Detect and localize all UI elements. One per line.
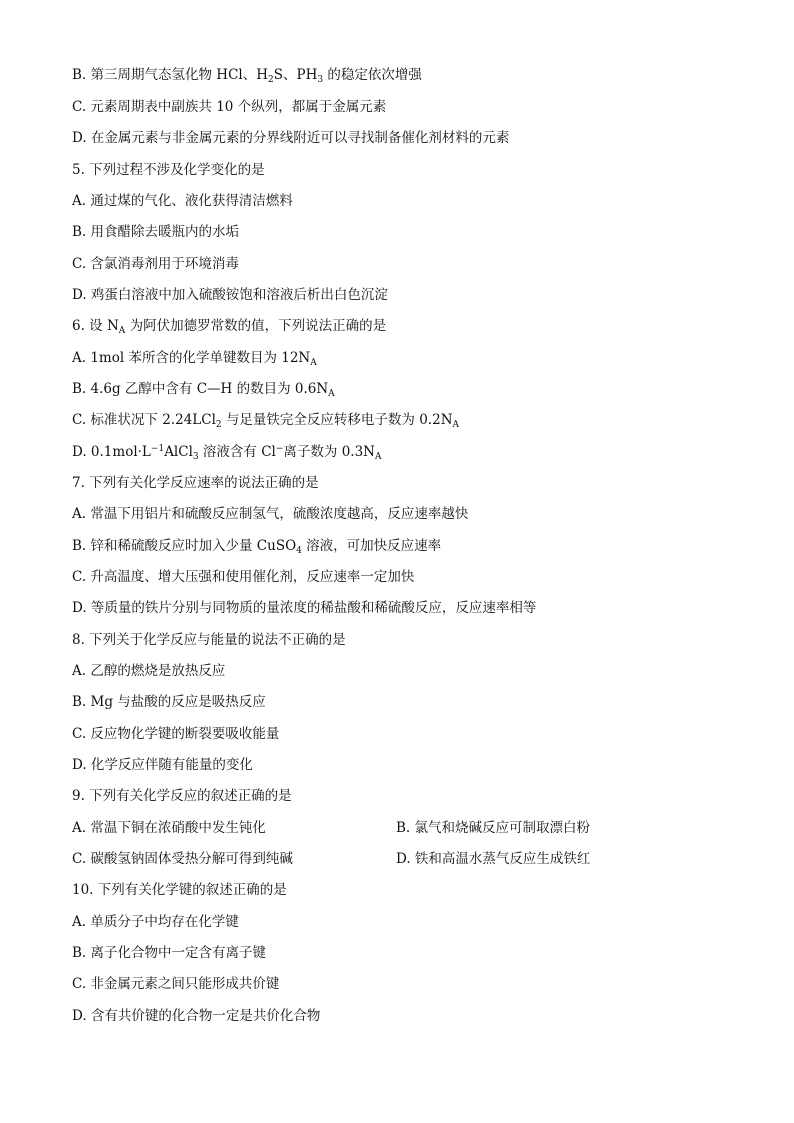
text-span: 与足量铁完全反应转移电子数为 0.2N — [221, 412, 453, 428]
subscript: 2 — [215, 420, 222, 430]
text-line — [72, 380, 335, 398]
text-span: 溶液，可加快反应速率 — [301, 538, 442, 554]
text-line — [72, 505, 468, 523]
text-span: 6. 设 N — [72, 318, 119, 334]
text-line — [72, 850, 293, 868]
subscript: 4 — [296, 546, 302, 556]
subscript: A — [452, 420, 460, 430]
text-line — [72, 975, 279, 993]
text-span: 的稳定依次增强 — [323, 67, 422, 83]
text-line — [72, 411, 459, 429]
text-line — [72, 913, 239, 931]
text-span: 5. 下列过程不涉及化学变化的是 — [72, 162, 265, 178]
text-span: AlCl — [164, 444, 193, 460]
subscript: 3 — [317, 75, 324, 85]
subscript: 2 — [268, 75, 274, 85]
text-line — [72, 662, 225, 680]
text-line — [72, 192, 293, 210]
text-line — [72, 98, 386, 116]
text-span: C. 碳酸氢钠固体受热分解可得到纯碱 — [72, 851, 293, 867]
text-line — [72, 819, 266, 837]
text-span: D. 0.1mol·L — [72, 444, 151, 460]
text-span: A. 乙醇的燃烧是放热反应 — [72, 663, 226, 679]
text-line — [72, 66, 422, 84]
text-line — [72, 756, 253, 774]
text-span: C. 含氯消毒剂用于环境消毒 — [72, 256, 239, 272]
text-span: B. 用食醋除去暖瓶内的水垢 — [72, 224, 240, 240]
text-line — [72, 1007, 320, 1025]
text-line — [72, 161, 265, 179]
text-line — [396, 819, 590, 837]
text-span: A. 1mol 苯所含的化学单键数目为 12N — [72, 350, 311, 366]
text-line — [396, 850, 590, 868]
text-span: D. 化学反应伴随有能量的变化 — [72, 757, 253, 773]
subscript: A — [375, 452, 382, 462]
text-line — [72, 537, 441, 555]
text-span: C. 元素周期表中副族共 10 个纵列，都属于金属元素 — [72, 99, 387, 115]
text-line — [72, 725, 279, 743]
text-line — [72, 255, 239, 273]
text-span: 离子数为 0.3N — [283, 444, 375, 460]
text-span: D. 在金属元素与非金属元素的分界线附近可以寻找制备催化剂材料的元素 — [72, 130, 510, 146]
text-line — [72, 599, 536, 617]
text-line — [72, 223, 239, 241]
text-line — [72, 286, 388, 304]
subscript: A — [328, 389, 335, 399]
text-span: C. 反应物化学键的断裂要吸收能量 — [72, 726, 280, 742]
text-span: C. 升高温度、增大压强和使用催化剂，反应速率一定加快 — [72, 569, 415, 585]
text-span: B. 氯气和烧碱反应可制取漂白粉 — [396, 820, 591, 836]
text-line — [72, 474, 319, 492]
text-span: 8. 下列关于化学反应与能量的说法不正确的是 — [72, 632, 346, 648]
text-span: C. 标准状况下 2.24LCl — [72, 412, 216, 428]
text-line — [72, 631, 346, 649]
text-span: A. 常温下用铝片和硫酸反应制氢气，硫酸浓度越高，反应速率越快 — [72, 506, 469, 522]
text-line — [72, 944, 266, 962]
text-line — [72, 349, 317, 367]
text-span: 9. 下列有关化学反应的叙述正确的是 — [72, 788, 292, 804]
text-span: A. 常温下铜在浓硝酸中发生钝化 — [72, 820, 266, 836]
text-span: B. 4.6g 乙醇中含有 C—H 的数目为 0.6N — [72, 381, 329, 397]
text-line — [72, 443, 382, 461]
text-span: D. 等质量的铁片分别与同物质的量浓度的稀盐酸和稀硫酸反应，反应速率相等 — [72, 600, 537, 616]
text-span: C. 非金属元素之间只能形成共价键 — [72, 976, 280, 992]
text-line — [72, 787, 292, 805]
superscript: − — [275, 444, 284, 454]
text-span: D. 含有共价键的化合物一定是共价化合物 — [72, 1008, 321, 1024]
subscript: A — [118, 326, 126, 336]
text-span: B. 锌和稀硫酸反应时加入少量 CuSO — [72, 538, 297, 554]
text-line — [72, 881, 287, 899]
superscript: −1 — [150, 444, 165, 454]
text-line — [72, 568, 414, 586]
text-span: B. 第三周期气态氢化物 HCl、H — [72, 67, 268, 83]
subscript: A — [310, 358, 317, 368]
text-span: S、PH — [273, 67, 318, 83]
text-line — [72, 317, 386, 335]
text-span: A. 通过煤的气化、液化获得清洁燃料 — [72, 193, 293, 209]
text-span: B. 离子化合物中一定含有离子键 — [72, 945, 267, 961]
text-span: D. 铁和高温水蒸气反应生成铁红 — [396, 851, 591, 867]
text-span: B. Mg 与盐酸的反应是吸热反应 — [72, 694, 266, 710]
text-line — [72, 129, 509, 147]
subscript: 3 — [192, 452, 199, 462]
text-span: 为阿伏加德罗常数的值，下列说法正确的是 — [125, 318, 387, 334]
text-span: 7. 下列有关化学反应速率的说法正确的是 — [72, 475, 319, 491]
text-span: 溶液含有 Cl — [198, 444, 276, 460]
text-line — [72, 693, 266, 711]
text-span: A. 单质分子中均存在化学键 — [72, 914, 239, 930]
text-span: 10. 下列有关化学键的叙述正确的是 — [72, 882, 287, 898]
text-span: D. 鸡蛋白溶液中加入硫酸铵饱和溶液后析出白色沉淀 — [72, 287, 388, 303]
